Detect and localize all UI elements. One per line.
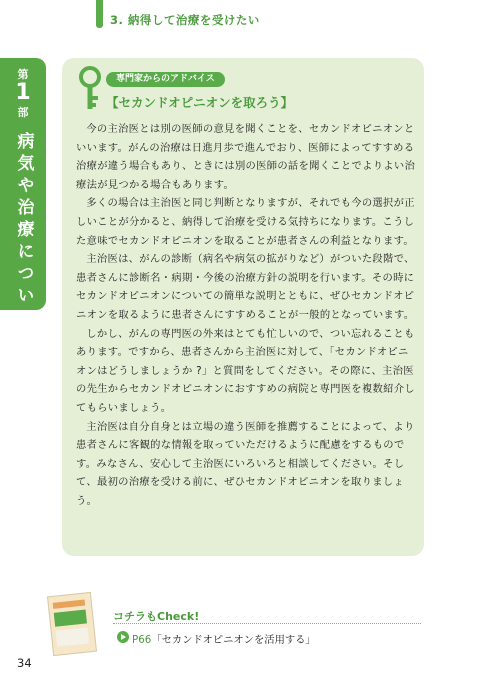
paragraph: しかし、がんの専門医の外来はとても忙しいので、つい忘れることもあります。ですから、患者さんから主治医に対して、「セカンドオピニオンはどうしましょうか ?」と質問をしてください。その際に、主治医の先生からセカンドオピニオンにおすすめの病院と専門医を複数紹介してもらいましょう。 <box>76 327 415 414</box>
part-number: 1 <box>15 80 31 105</box>
paragraph: 主治医は、がんの診断（病名や病気の拡がりなど）がついた段階で、患者さんに診断名・病期・今後の治療方針の説明を行います。その時にセカンドオピニオンについての簡単な説明とともに、ぜひセカンドオピニオンを取るように患者さんにすすめることが一般的となっています。 <box>76 253 415 321</box>
dotted-divider <box>113 623 421 624</box>
key-icon <box>78 66 102 112</box>
thumbnail-band <box>56 627 89 646</box>
advice-title: 【セカンドオピニオンを取ろう】 <box>106 95 294 110</box>
reference-title: 「セカンドオピニオンを活用する」 <box>151 634 316 646</box>
thumbnail-band <box>53 600 85 609</box>
part-label-bottom: 部 <box>17 106 29 119</box>
paragraph: 多くの場合は主治医と同じ判断となりますが、それでも今の選択が正しいことが分かると、納得して治療を受ける気持ちになります。こうした意味でセカンドオピニオンを取ることが患者さんの利益となります。 <box>76 197 415 247</box>
chapter-title: 3. 納得して治療を受けたい <box>110 13 260 27</box>
reference-page: P66 <box>132 634 152 646</box>
part-side-tab <box>0 58 46 330</box>
thumbnail-band <box>54 610 87 627</box>
part-section-title: 病気や治療について <box>13 132 34 330</box>
paragraph: 主治医は自分自身とは立場の違う医師を推薦することによって、より患者さんに客観的な情報を取っていただけるように配慮をするものです。みなさん、安心して主治医にいろいろと相談してください。そして、最初の治療を受ける前に、ぜひセカンドオピニオンを取りましょう。 <box>76 420 415 507</box>
cross-reference-link[interactable] <box>132 631 316 646</box>
advice-label-badge: 専門家からのアドバイス <box>106 72 225 87</box>
booklet-thumbnail <box>47 592 97 656</box>
advice-body <box>76 120 416 510</box>
paragraph: 今の主治医とは別の医師の意見を聞くことを、セカンドオピニオンといいます。がんの治療は日進月歩で進んでおり、医師によってすすめる治療が違う場合もあり、ときには別の医師の話を聞くことでよりよい治療法が見つかる場合もあります。 <box>76 123 416 191</box>
header-accent-bar <box>96 0 103 28</box>
arrow-right-icon <box>117 631 129 643</box>
page-number: 34 <box>17 656 32 670</box>
part-label-top: 第 <box>17 68 29 81</box>
check-heading: コチラもCheck! <box>113 610 200 623</box>
